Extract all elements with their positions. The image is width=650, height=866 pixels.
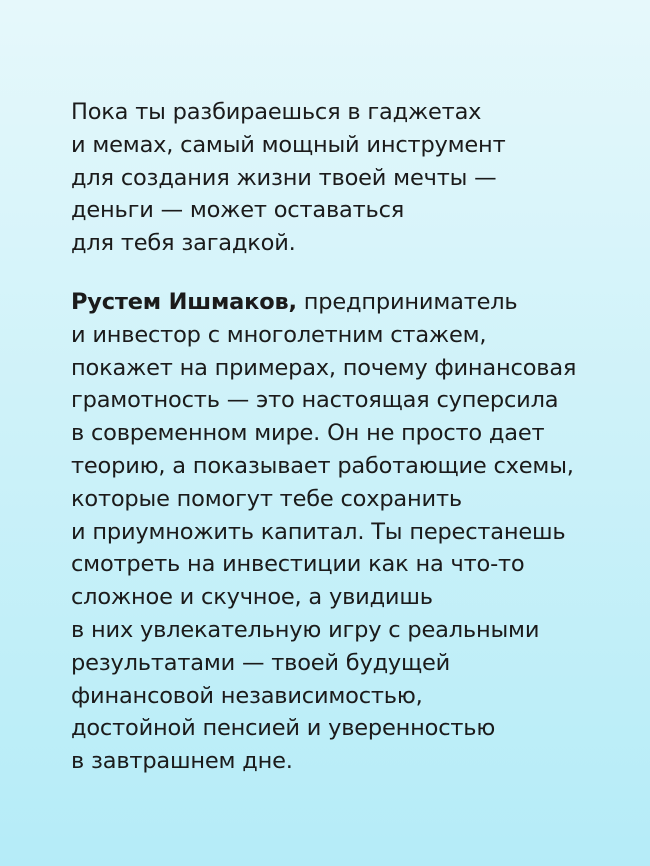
intro-line: для создания жизни твоей мечты — [71, 164, 497, 191]
body-line: грамотность — это настоящая суперсила [71, 387, 559, 414]
intro-paragraph [71, 96, 631, 260]
author-name: Рустем Ишмаков, [71, 289, 297, 315]
body-line: достойной пенсией и уверенностью [71, 715, 496, 742]
body-line: покажет на примерах, почему финансовая [71, 354, 577, 381]
author-description-paragraph [71, 286, 631, 778]
body-first-line-rest: предприниматель [296, 289, 518, 315]
body-line: смотреть на инвестиции как на что-то [71, 551, 525, 578]
intro-line: для тебя загадкой. [71, 230, 296, 257]
body-line: теорию, а показывает работающие схемы, [71, 452, 574, 479]
body-line: в завтрашнем дне. [71, 748, 293, 775]
body-line: в них увлекательную игру с реальными [71, 616, 540, 643]
body-line: результатами — твоей будущей [71, 649, 451, 676]
body-line: сложное и скучное, а увидишь [71, 584, 433, 611]
body-line: которые помогут тебе сохранить [71, 485, 462, 512]
body-line: и приумножить капитал. Ты перестанешь [71, 518, 566, 545]
body-first-line [71, 286, 631, 319]
intro-line: Пока ты разбираешься в гаджетах [71, 99, 482, 125]
body-line: в современном мире. Он не просто дает [71, 420, 545, 447]
intro-line: деньги — может оставаться [71, 197, 405, 224]
body-line: финансовой независимостью, [71, 682, 423, 709]
intro-line: и мемах, самый мощный инструмент [71, 131, 506, 158]
body-line: и инвестор с многолетним стажем, [71, 321, 487, 348]
